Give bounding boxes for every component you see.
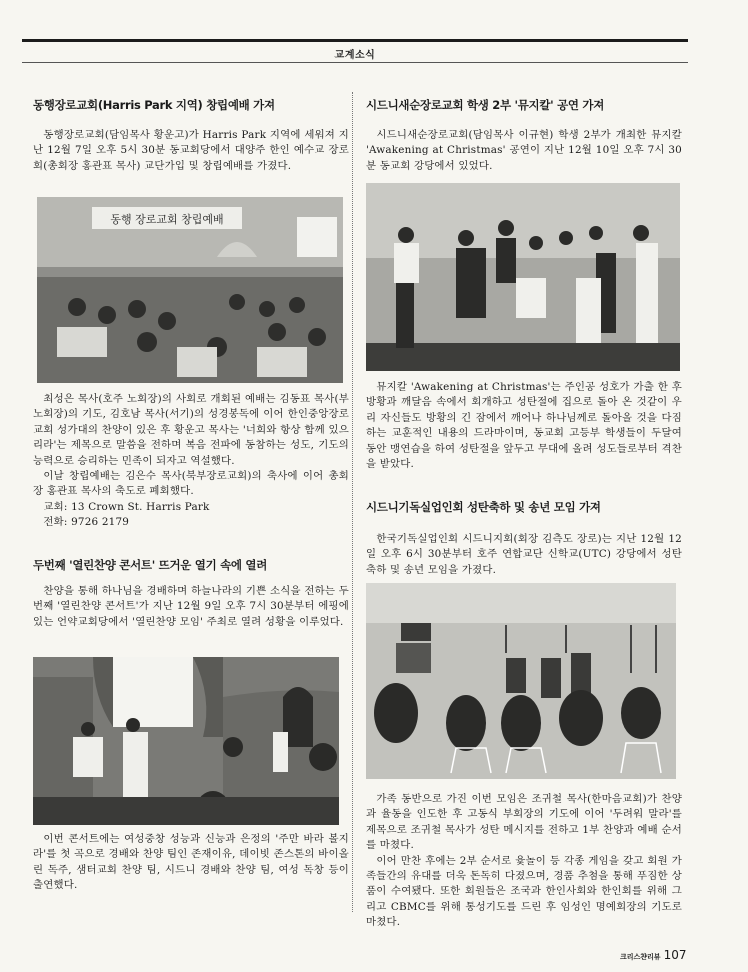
article-musical-body: [366, 380, 682, 472]
column-divider: [352, 92, 353, 912]
photo-cbmc-gathering: [366, 583, 676, 779]
musical-cast-image: [366, 183, 680, 371]
headline-open-praise: 두번째 '열린찬양 콘서트' 뜨거운 열기 속에 열려: [33, 558, 268, 572]
magazine-name: 크리스챤리뷰: [620, 953, 661, 961]
phone-number: 9726 2179: [71, 516, 130, 529]
paragraph: 시드니새순장로교회(담임목사 이규현) 학생 2부가 개최한 뮤지칼 'Awakening at Christmas' 공연이 지난 12월 10일 오후 7시 30분 동교회 강당에서 있었다.: [366, 129, 682, 172]
top-rule: [22, 39, 688, 42]
church-label: 교회:: [43, 500, 68, 513]
paragraph: 이어 만찬 후에는 2부 순서로 윷놀이 등 각종 게임을 갖고 회원 가족들간의 유대를 더욱 돈독히 다졌으며, 경품 추첨을 통해 푸짐한 상품이 수여됐다. 또한 회원들은 조국과 한인사회와 한인회를 위해 그리고 CBMC를 위해 통성기도를 드린 후 임성인 명예회장의 기도로 마쳤다.: [366, 854, 682, 929]
article-cbmc-intro: [366, 532, 682, 578]
church-service-image: [37, 197, 343, 383]
article-harris-park-body: [33, 392, 349, 531]
photo-open-praise-concert: [33, 657, 339, 825]
photo-harris-park-service: [37, 197, 343, 383]
paragraph: 동행장로교회(담임목사 황운고)가 Harris Park 지역에 세워져 지난 12월 7일 오후 5시 30분 동교회당에서 대양주 한인 예수교 장로회(총회장 홍관표 목사) 교단가입 및 창립예배를 가졌다.: [33, 129, 349, 172]
paragraph: 한국기독실업인회 시드니지회(회장 김측도 장로)는 지난 12월 12일 오후 6시 30분부터 호주 연합교단 신학교(UTC) 강당에서 성탄 축하 및 송년 모임을 가졌다.: [366, 533, 682, 576]
article-cbmc-body: [366, 792, 682, 931]
paragraph: 최성은 목사(호주 노회장)의 사회로 개회된 예배는 김동표 목사(부노회장)의 기도, 김호남 목사(서기)의 성경봉독에 이어 한인중앙장로교회 성가대의 찬양이 있은 후 황운고 목사는 '너희와 항상 함께 있으리라'는 제목으로 말씀을 전하며 복음 전파에 동참하는 성도, 기도의 능력으로 승리하는 민족이 되자고 역설했다.: [33, 393, 349, 467]
church-address: 13 Crown St. Harris Park: [71, 500, 210, 513]
paragraph: 찬양을 통해 하나님을 경배하며 하늘나라의 기쁜 소식을 전하는 두번째 '열린찬양 콘서트'가 지난 12월 9일 오후 7시 30분부터 에핑에 있는 언약교회당에서 '열린찬양 모임' 주최로 열려 성황을 이루었다.: [33, 585, 349, 628]
headline-cbmc: 시드니기독실업인회 성탄축하 및 송년 모임 가져: [366, 500, 601, 514]
page-footer: [620, 944, 686, 963]
headline-musical: 시드니새순장로교회 학생 2부 '뮤지칼' 공연 가져: [366, 98, 605, 112]
headline-harris-park: 동행장로교회(Harris Park 지역) 창립예배 가져: [33, 98, 275, 112]
phone-label: 전화:: [43, 516, 68, 529]
paragraph: 뮤지칼 'Awakening at Christmas'는 주인공 성호가 가출 한 후 방황과 깨달음 속에서 회개하고 성탄절에 집으로 돌아 온 것같이 우리 자신들도 방황의 긴 잠에서 깨어나 하나님께로 돌아올 것을 다짐하는 교훈적인 내용의 드라마이며, 동교회 고등부 학생들이 두달여 동안 맹연습을 하여 성탄절을 앞두고 무대에 올려 성도들로부터 격찬을 받았다.: [366, 381, 682, 471]
paragraph: 이번 콘서트에는 여성중창 성능과 신능과 은정의 '주만 바라 볼지라'를 첫 곡으로 경배와 찬양 팀인 존재이유, 데이빗 존스톤의 바이올린 독주, 샘터교회 찬양 팀, 시드니 경배와 찬양 팀, 여성 독창 등이 출연했다.: [33, 833, 349, 892]
contact-church: [33, 500, 349, 515]
section-title: 교계소식: [334, 50, 376, 61]
page-number: 107: [663, 948, 687, 962]
concert-image: [33, 657, 339, 825]
contact-phone: [33, 515, 349, 530]
paragraph: 가족 동반으로 가진 이번 모임은 조귀철 목사(한마음교회)가 찬양과 율동을 인도한 후 고동식 부회장의 기도에 이어 '두려워 말라'를 제목으로 조귀철 목사가 성탄 메시지를 전하고 1부 찬양과 예배 순서를 마쳤다.: [366, 793, 682, 852]
article-musical-intro: [366, 128, 682, 174]
paragraph: 이날 창립예배는 김은수 목사(북부장로교회)의 축사에 이어 총회장 홍관표 목사의 축도로 폐회했다.: [33, 470, 349, 498]
article-open-praise-intro: [33, 584, 349, 630]
svg-text:동행 장로교회 창립예배: 동행 장로교회 창립예배: [110, 213, 224, 226]
cbmc-gathering-image: [366, 583, 676, 779]
article-open-praise-body: [33, 832, 349, 894]
section-rule: [22, 62, 688, 63]
article-harris-park-intro: [33, 128, 349, 174]
photo-musical-cast: [366, 183, 680, 371]
